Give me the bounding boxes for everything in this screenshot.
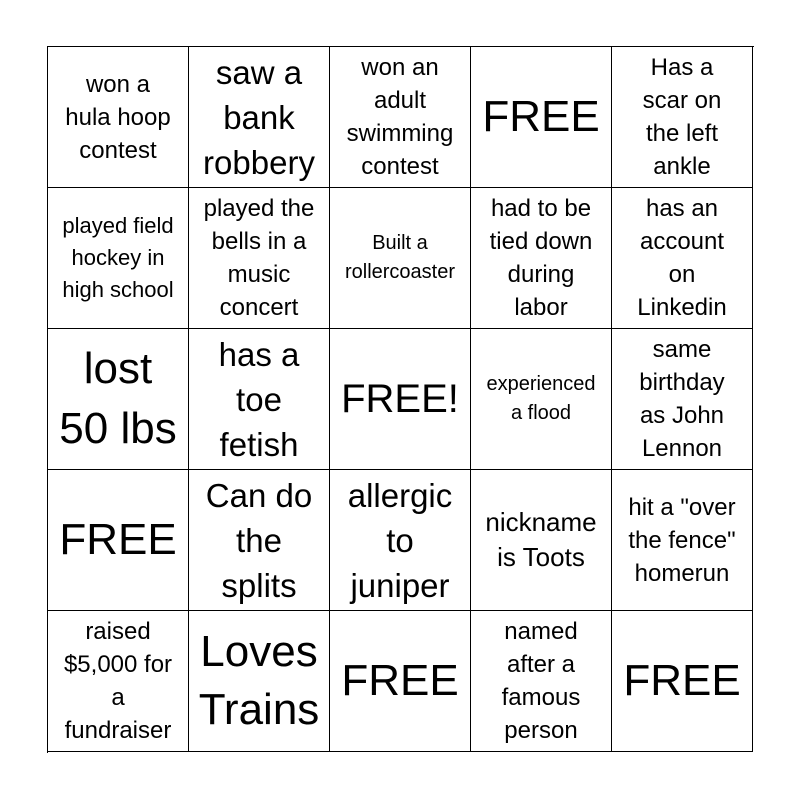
bingo-cell[interactable]: played field hockey in high school bbox=[48, 188, 189, 329]
bingo-cell[interactable]: Can do the splits bbox=[189, 470, 330, 611]
bingo-cell[interactable]: Loves Trains bbox=[189, 611, 330, 752]
bingo-cell[interactable]: same birthday as John Lennon bbox=[612, 329, 753, 470]
bingo-cell[interactable]: lost 50 lbs bbox=[48, 329, 189, 470]
bingo-cell[interactable]: allergic to juniper bbox=[330, 470, 471, 611]
bingo-cell-free[interactable]: FREE bbox=[471, 47, 612, 188]
bingo-cell[interactable]: saw a bank robbery bbox=[189, 47, 330, 188]
bingo-cell[interactable]: had to be tied down during labor bbox=[471, 188, 612, 329]
bingo-cell[interactable]: has an account on Linkedin bbox=[612, 188, 753, 329]
bingo-cell[interactable]: named after a famous person bbox=[471, 611, 612, 752]
bingo-cell[interactable]: won a hula hoop contest bbox=[48, 47, 189, 188]
bingo-cell[interactable]: hit a "over the fence" homerun bbox=[612, 470, 753, 611]
bingo-cell[interactable]: Has a scar on the left ankle bbox=[612, 47, 753, 188]
bingo-cell[interactable]: Built a rollercoaster bbox=[330, 188, 471, 329]
bingo-cell-free[interactable]: FREE bbox=[612, 611, 753, 752]
bingo-cell[interactable]: nickname is Toots bbox=[471, 470, 612, 611]
bingo-cell[interactable]: won an adult swimming contest bbox=[330, 47, 471, 188]
bingo-cell-free[interactable]: FREE! bbox=[330, 329, 471, 470]
bingo-cell[interactable]: has a toe fetish bbox=[189, 329, 330, 470]
bingo-cell[interactable]: raised $5,000 for a fundraiser bbox=[48, 611, 189, 752]
bingo-cell[interactable]: played the bells in a music concert bbox=[189, 188, 330, 329]
bingo-cell-free[interactable]: FREE bbox=[330, 611, 471, 752]
bingo-cell[interactable]: experienced a flood bbox=[471, 329, 612, 470]
bingo-cell-free[interactable]: FREE bbox=[48, 470, 189, 611]
bingo-board bbox=[47, 46, 754, 753]
